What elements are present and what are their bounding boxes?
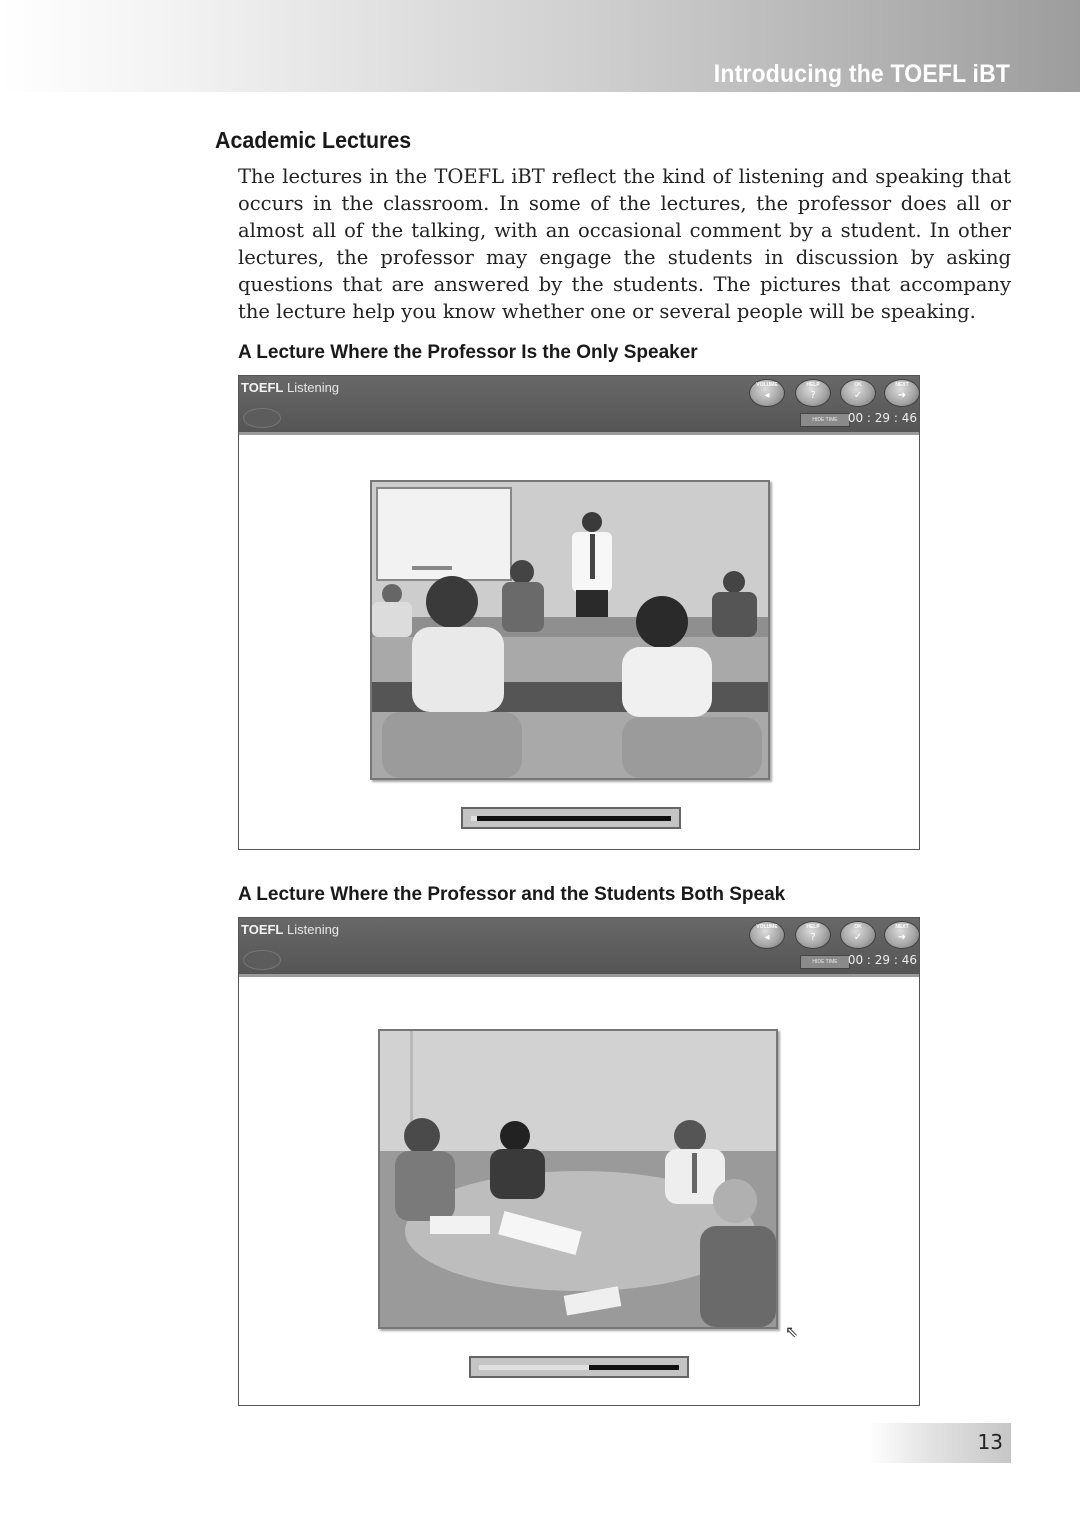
next-button[interactable] [884, 379, 920, 407]
help-button-label: HELP [806, 382, 820, 388]
app-title-section: Listening [287, 922, 340, 937]
body-paragraph: The lectures in the TOEFL iBT reflect the kind of listening and speaking that occurs in the classroom. In some of the lectures, the professor does all or almost all of the talking, with an occasional comment by a student. In other lectures, the professor may engage the students in discussion by asking questions that are answered by the students. The pictures that accompany the lecture help you know whether one or several people will be speaking. [238, 165, 1011, 323]
help-icon: ? [810, 390, 816, 401]
timer: 00 : 29 : 46 [847, 953, 917, 967]
volume-icon: ◂ [764, 390, 770, 401]
progress-track [479, 1365, 679, 1370]
hide-time-button[interactable]: HIDE TIME [800, 955, 850, 969]
help-button[interactable] [795, 379, 831, 407]
volume-button-label: VOLUME [756, 382, 778, 388]
toefl-screen-2 [238, 917, 920, 1406]
next-arrow-icon: ➜ [897, 390, 907, 401]
help-button-label: HELP [806, 924, 820, 930]
audio-progress-bar [461, 807, 681, 829]
next-arrow-icon: ➜ [897, 932, 907, 943]
figure-caption-2: A Lecture Where the Professor and the Students Both Speak [238, 884, 786, 905]
next-button-label: NEXT [895, 382, 909, 388]
discussion-photo [378, 1029, 778, 1329]
next-button-label: NEXT [895, 924, 909, 930]
ok-button-label: OK [854, 382, 862, 388]
help-button[interactable] [795, 921, 831, 949]
volume-button[interactable] [749, 921, 785, 949]
volume-button[interactable] [749, 379, 785, 407]
page-number-tab [868, 1423, 1011, 1463]
ets-logo-icon [243, 408, 281, 428]
volume-icon: ◂ [764, 932, 770, 943]
timer: 00 : 29 : 46 [847, 411, 917, 425]
lecture-photo [370, 480, 770, 780]
progress-track [471, 816, 671, 821]
app-title-brand: TOEFL [241, 380, 284, 395]
figure-caption-1: A Lecture Where the Professor Is the Only Speaker [238, 342, 698, 363]
volume-button-label: VOLUME [756, 924, 778, 930]
progress-fill [471, 816, 477, 821]
app-title-brand: TOEFL [241, 922, 284, 937]
hide-time-button[interactable]: HIDE TIME [800, 413, 850, 427]
toefl-toolbar [239, 918, 919, 977]
help-icon: ? [810, 932, 816, 943]
next-button[interactable] [884, 921, 920, 949]
ok-icon: ✓ [853, 390, 863, 401]
ok-button[interactable] [840, 379, 876, 407]
progress-fill [479, 1365, 589, 1370]
toefl-screen-1 [238, 375, 920, 850]
ok-icon: ✓ [853, 932, 863, 943]
group-discussion-icon [380, 1031, 776, 1327]
professor-lecturing-icon [372, 482, 768, 778]
app-title [241, 922, 339, 937]
app-title [241, 380, 339, 395]
toefl-toolbar [239, 376, 919, 435]
mouse-pointer-icon: ⇖ [785, 1322, 799, 1341]
running-header-title: Introducing the TOEFL iBT [713, 60, 1010, 88]
ok-button[interactable] [840, 921, 876, 949]
ets-logo-icon [243, 950, 281, 970]
ok-button-label: OK [854, 924, 862, 930]
section-heading: Academic Lectures [215, 127, 412, 153]
audio-progress-bar [469, 1356, 689, 1378]
page-number: 13 [977, 1430, 1003, 1454]
app-title-section: Listening [287, 380, 340, 395]
